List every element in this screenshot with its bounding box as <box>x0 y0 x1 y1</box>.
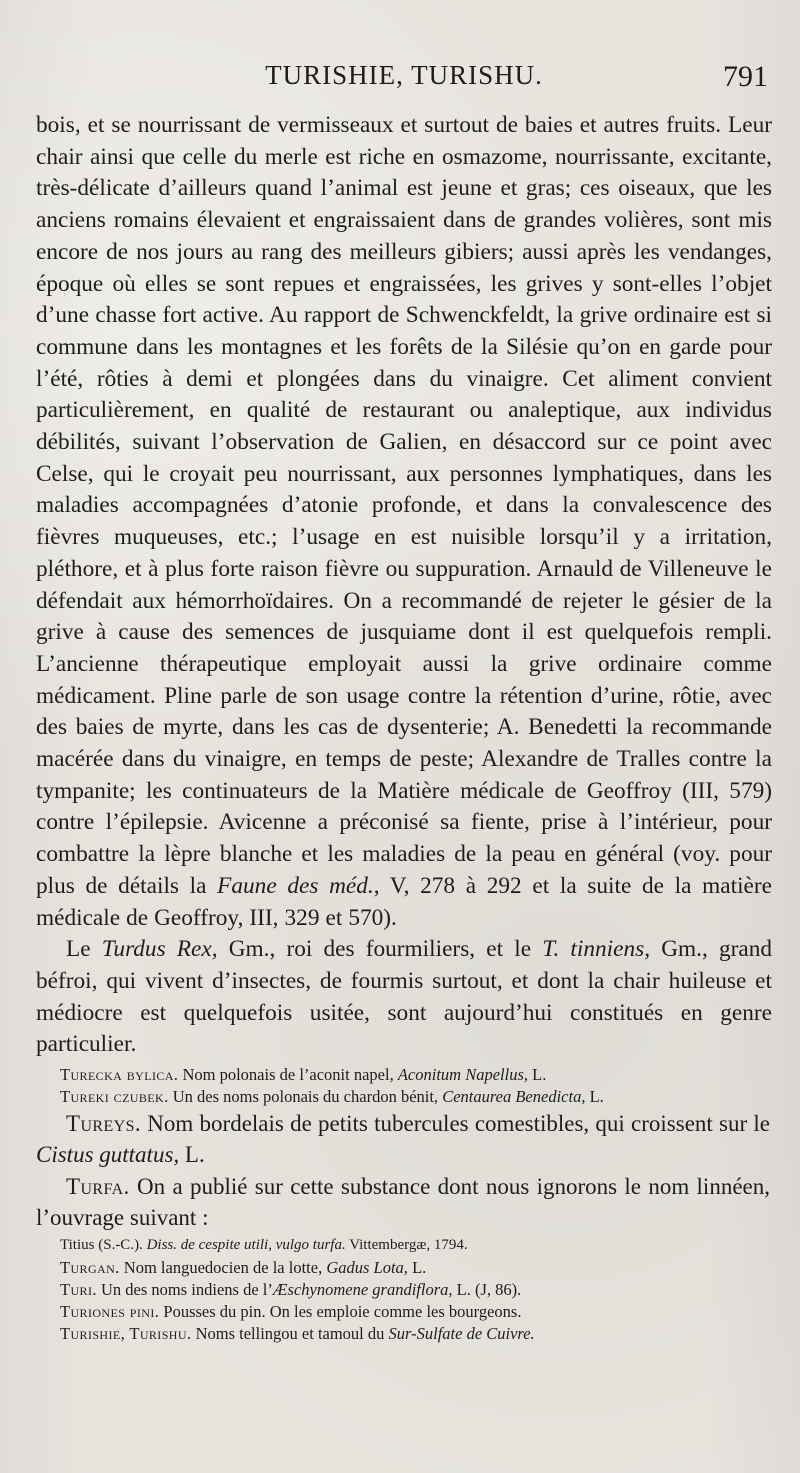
entry-tureys <box>36 1108 772 1170</box>
entry-authority: L. (J, 86). <box>452 1280 522 1300</box>
faune-reference-title: Faune des méd. <box>217 872 374 899</box>
chemical-name: Sur-Sulfate de Cuivre. <box>388 1324 535 1344</box>
turdus-tinniens-name: T. tinniens, <box>542 936 651 963</box>
entry-headword: Turishie, Turishu. <box>60 1324 192 1344</box>
main-paragraph <box>36 110 772 934</box>
final-dictionary-entries <box>36 1257 772 1344</box>
turdus-paragraph-start: Le <box>66 936 102 963</box>
entry-authority: L. <box>528 1065 547 1085</box>
entry-turiones-pini <box>36 1301 772 1322</box>
entry-headword: Tureki czubek. <box>60 1087 169 1107</box>
reference-author: Titius (S.-C.). <box>60 1237 147 1254</box>
entry-headword: Turfa. <box>66 1174 130 1200</box>
reference-title: Diss. de cespite utili, vulgo turfa. <box>146 1237 346 1254</box>
botanical-name: Cistus guttatus, <box>36 1142 180 1168</box>
entry-text: Nom bordelais de petits tubercules comestibles, qui croissent sur le <box>141 1111 770 1137</box>
entry-headword: Turecka bylica. <box>60 1065 179 1085</box>
entry-text: Pousses du pin. On les emploie comme les bourgeons. <box>159 1302 522 1322</box>
entry-authority: L. <box>179 1142 205 1168</box>
entry-headword: Turiones pini. <box>60 1302 160 1322</box>
entry-turishie-turishu <box>36 1323 772 1344</box>
entry-text: On a publié sur cette substance dont nous ignorons le nom linnéen, l’ouvrage suivant : <box>36 1174 770 1231</box>
main-entry-text <box>36 110 772 1061</box>
entry-turecka-bylica <box>36 1064 772 1085</box>
turdus-rex-name: Turdus Rex, <box>101 936 218 963</box>
turfa-reference <box>36 1235 772 1256</box>
entry-turi <box>36 1279 772 1300</box>
main-paragraph-ending: , V, 278 à 292 et la suite de la matière médicale de Geoffroy, III, 329 et 570). <box>36 872 772 931</box>
botanical-name: Centaurea Benedicta, <box>442 1087 586 1107</box>
species-name: Gadus Lota, <box>326 1258 408 1278</box>
dictionary-entries <box>36 1064 772 1233</box>
entry-text: Nom polonais de l’aconit napel, <box>178 1065 398 1085</box>
entry-turgan <box>36 1257 772 1278</box>
turdus-paragraph-middle: Gm., roi des fourmiliers, et le <box>217 936 543 963</box>
entry-tureki-czubek <box>36 1086 772 1107</box>
turdus-paragraph <box>36 934 772 1061</box>
entry-text: Un des noms polonais du chardon bénit, <box>168 1087 443 1107</box>
entry-text: Un des noms indiens de l’ <box>96 1280 273 1300</box>
botanical-name: Aconitum Napellus, <box>397 1065 528 1085</box>
entry-headword: Turi. <box>60 1280 97 1300</box>
entry-authority: L. <box>585 1087 604 1107</box>
species-name: Æschynomene grandiflora, <box>272 1280 453 1300</box>
entry-turfa <box>36 1171 772 1233</box>
turdus-paragraph-end: Gm., grand béfroi, qui vivent d’insectes, de fourmis surtout, et dont la chair huileuse et médiocre est quelquefois usitée, sont aujourd’hui constitués en genre particulier. <box>36 936 773 1058</box>
running-title: TURISHIE, TURISHU. <box>265 60 543 90</box>
page-number: 791 <box>723 60 768 93</box>
entry-headword: Tureys. <box>66 1111 142 1137</box>
entry-headword: Turgan. <box>60 1258 120 1278</box>
entry-text: Noms tellingou et tamoul du <box>191 1324 389 1344</box>
main-paragraph-text: bois, et se nourrissant de vermisseaux et surtout de baies et autres fruits. Leur chair ainsi que celle du merle est riche en osmazome, nourrissante, excitante, très-délicate d’ailleurs quand l’animal est jeune et gras; ces oiseaux, que les anciens romains élevaient et engraissaient dans de grandes volières, sont mis encore de nos jours au rang des meilleurs gibiers; aussi après les vendanges, époque où elles se sont repues et engraissées, les grives y sont-elles l’objet d’une chasse fort active. Au rapport de Schwenckfeldt, la grive ordinaire est si commune dans les montagnes et les forêts de la Silésie qu’on en garde pour l’été, rôties à demi et plongées dans du vinaigre. Cet aliment convient particulièrement, en qualité de restaurant ou analeptique, aux individus débilités, suivant l’observation de Galien, en désaccord sur ce point avec Celse, qui le croyait peu nourrissant, aux personnes lymphatiques, dans les maladies accompagnées d’atonie profonde, et dans la convalescence des fièvres muqueuses, etc.; l’usage en est nuisible lorsqu’il y a irritation, pléthore, et à plus forte raison fièvre ou suppuration. Arnauld de Villeneuve le défendait aux hémorrhoïdaires. On a recommandé de rejeter le gésier de la grive à cause des semences de jusquiame dont il est quelquefois rempli. L’ancienne thérapeutique employait aussi la grive ordinaire comme médicament. Pline parle de son usage contre la rétention d’urine, rôtie, avec des baies de myrte, dans les cas de dysenterie; A. Benedetti la recommande macérée dans du vinaigre, en temps de peste; Alexandre de Tralles contre la tympanite; les continuateurs de la Matière médicale de Geoffroy (III, 579) contre l’épilepsie. Avicenne a préconisé sa fiente, prise à l’intérieur, pour combattre la lèpre blanche et les maladies de la peau en général (voy. pour plus de détails la <box>36 112 772 899</box>
page-header <box>36 58 772 100</box>
reference-place-date: Vittembergæ, 1794. <box>345 1237 468 1254</box>
entry-text: Nom languedocien de la lotte, <box>119 1258 327 1278</box>
entry-authority: L. <box>407 1258 427 1278</box>
